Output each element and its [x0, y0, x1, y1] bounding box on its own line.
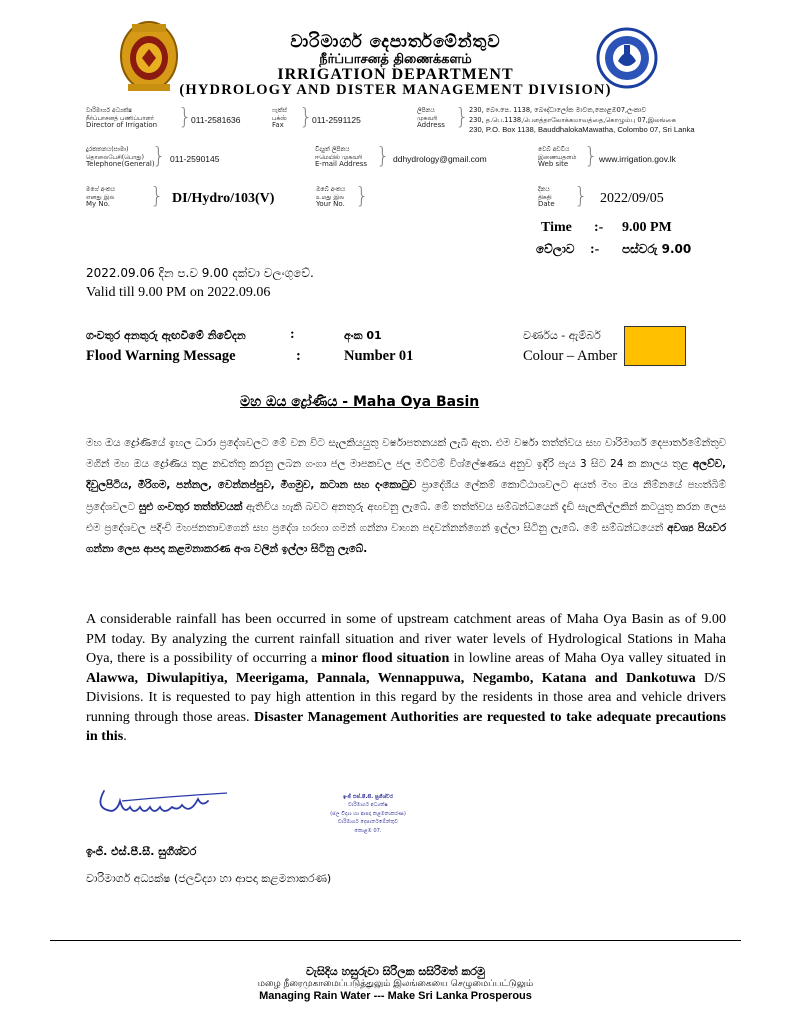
message-sep: : [290, 327, 295, 342]
letter-date: 2022/09/05 [600, 191, 664, 206]
time-separator-si: :- [590, 242, 600, 257]
validity-en: Valid till 9.00 PM on 2022.09.06 [86, 285, 271, 300]
message-sep: : [296, 348, 301, 364]
brace: } [574, 184, 588, 209]
department-title-tamil: நீர்ப்பாசனத் திணைக்களம் [319, 52, 472, 67]
brace: } [150, 184, 164, 209]
my-reference-number: DI/Hydro/103(V) [172, 191, 275, 206]
department-title-sinhala: වාරිමාර්ග දෙපාර්තමේන්තුව [290, 32, 501, 52]
footer-slogan-si: වැසිදිය හසුරුවා සිරිලක සසිරිමත් කරමු [306, 965, 485, 978]
official-stamp: ඉංජි එස්.පී.සී. සුගීශ්වර වාරිමාර්ග අධ්‍යක්ෂ (ජල විද්‍යා හා ආපදා කළමනාකරණ) වාරිමාර්ග දෙපාර්තමේන්තුව කොළඹ 07. [330, 794, 406, 834]
time-value-en: 9.00 PM [622, 220, 672, 235]
division-title: (HYDROLOGY AND DISTER MANAGEMENT DIVISION) [179, 82, 612, 98]
address-text: 230, බෞ.පෙ. 1138, බෞද්ධාලෝක මාවත,කොළඹ07,ලංකාව 230, த.பெ.1138,பௌத்தாலோக்கமாவத்தை,கொழும்பு 07,இலங்கை 230, P.O. Box 1138, BauddhalokaMawatha, Colombo 07, Sri Lanka [469, 106, 695, 134]
time-value-si: පස්වරු 9.00 [622, 242, 692, 256]
signature-icon [92, 783, 252, 819]
time-label-si: වේලාව [536, 242, 575, 256]
director-label: වාරිමාර්ග අධ්‍යක්ෂ நீர்ப்பாசனத் பணிப்பாளர் Director of Irrigation [86, 107, 158, 129]
brace: } [355, 184, 369, 209]
colour-si: වර්ණය - ඇම්බර් [523, 329, 601, 342]
email-address: ddhydrology@gmail.com [393, 154, 487, 164]
english-paragraph: A considerable rainfall has been occurred in some of upstream catchment areas of Maha Oya Basin as of 9.00 PM today. By analyzing the current rainfall situation and river water levels of Hydrological Stations in Maha Oya, there is a possibility of occurring a minor flood situation in lowline areas of Maha Oya valley situated in Alawwa, Diwulapitiya, Meerigama, Pannala, Wennappuwa, Negambo, Katana and Dankotuwa D/S Divisions. It is requested to pay high attention in this regard by the residents in those area and vehicle drivers running through those areas. Disaster Management Authorities are requested to take adequate precautions in this. [86, 611, 727, 744]
footer-divider [50, 940, 741, 941]
fax-label: ෆැක්ස් பக்ஸ் Fax [272, 107, 287, 129]
message-number-si: අංක 01 [344, 329, 382, 342]
brace: } [299, 105, 313, 130]
fax-number: 011-2591125 [312, 115, 361, 125]
footer-slogan-ta: மழை நீரைமுகாமைப்படுத்துலும் இலங்கையை செழுமைப்பட்டுலும் [257, 979, 534, 989]
amber-colour-swatch [624, 326, 686, 366]
brace: } [584, 144, 598, 169]
website-url: www.irrigation.gov.lk [599, 154, 676, 164]
brace: } [455, 105, 469, 130]
message-number-en: Number 01 [344, 348, 414, 364]
sinhala-paragraph: මහ ඔය ද්‍රෝණියේ ඉහල ධාරා ප්‍රදේශවලට මේ වන විට සැලකියයුතු වර්ෂාපතනයක් ලැබී ඇත. එම වර්ෂා තත්ත්වය සහ වාරිමාර්ග දෙපාර්තමේන්තුව මගින් මහ ඔය ද්‍රෝණිය තුළ නඩත්තු කරනු ලබන ගංගා ජල මාපකවල ජල මට්ටම් විශ්ලේෂණය අනුව ඉදිරි පැය 3 සිට 24 ක කාලය තුළ අලව්ව, දිවුලපිටිය, මීරිගම, පන්නල, වෙන්නප්පුව, මීගමුව, කටාන සහ දංකොටුව ප්‍රාදේශීය ලේකම් කොට්ඨාශවලට අයත් මහ ඔය නිම්නයේ පහත්බිම් ප්‍රදේශවලට සුළු ගංවතුර තත්ත්වයක් ඇතිවිය හැකි බවට අනතුරු අඟවනු ලැබේ. මේ තත්ත්වය සම්බන්ධයෙන් දැඩි සැලකිල්ලකින් කටයුතු කරන ලෙස එම ප්‍රදේශවල පදිංචි මහජනතාවගෙන් සහ ප්‍රදේශ හරහා ගමන් ගන්නා වාහන පදවන්නන්ගෙන් ඉල්ලා සිටිනු ලැබේ. මේ සම්බන්ධයෙන් අවශ්‍ය පියවර ගන්නා ලෙස ආපදා කළමනාකරණ අංශ වලින් ඉල්ලා සිටිනු ලැබේ. [86, 437, 726, 556]
signatory-title: වාරිමාර්ග අධ්‍යක්ෂ (ජලවිද්‍යා හා ආපදා කළමනාකරණ) [86, 872, 332, 885]
validity-si: 2022.09.06 දින ප.ව 9.00 දක්වා වලංගුවේ. [86, 266, 314, 280]
time-label-en: Time [541, 220, 572, 235]
footer-slogan-en: Managing Rain Water --- Make Sri Lanka Prosperous [259, 990, 532, 1002]
colour-en: Colour – Amber [523, 348, 618, 364]
message-type-si: ගංවතුර අනතුරු ඇඟවීමේ නිවේදන [86, 329, 246, 342]
brace: } [178, 105, 192, 130]
signatory-name: ඉංජි. එස්.පී.සී. සුගීශ්වර [86, 845, 197, 858]
brace: } [376, 144, 390, 169]
message-type-en: Flood Warning Message [86, 348, 236, 364]
email-label: විද්‍යුත් ලිපිනය ஈமெயில் முகவரி E-mail Address [315, 146, 368, 168]
telephone-number: 011-2590145 [170, 154, 220, 164]
address-label: ලිපිනය முகவரி Address [417, 107, 445, 129]
website-label: වෙබ් අඩවිය இணையதளம் Web site [538, 146, 577, 168]
basin-title: මහ ඔය ද්‍රෝණිය - Maha Oya Basin [240, 394, 480, 410]
your-no-label: ඔබේ අංකය உமது இல Your No. [316, 186, 346, 208]
my-no-label: මගේ අංකය எனது இல My No. [86, 186, 116, 208]
telephone-label: දුරකතනය(සාමා) தொலைபேசி(பொது) Telephone(General) [86, 146, 155, 168]
time-separator-en: :- [594, 220, 604, 235]
brace: } [152, 144, 166, 169]
department-title-english: IRRIGATION DEPARTMENT [277, 66, 514, 83]
date-label: දිනය திகதி Date [538, 186, 555, 208]
director-phone: 011-2581636 [191, 115, 241, 125]
